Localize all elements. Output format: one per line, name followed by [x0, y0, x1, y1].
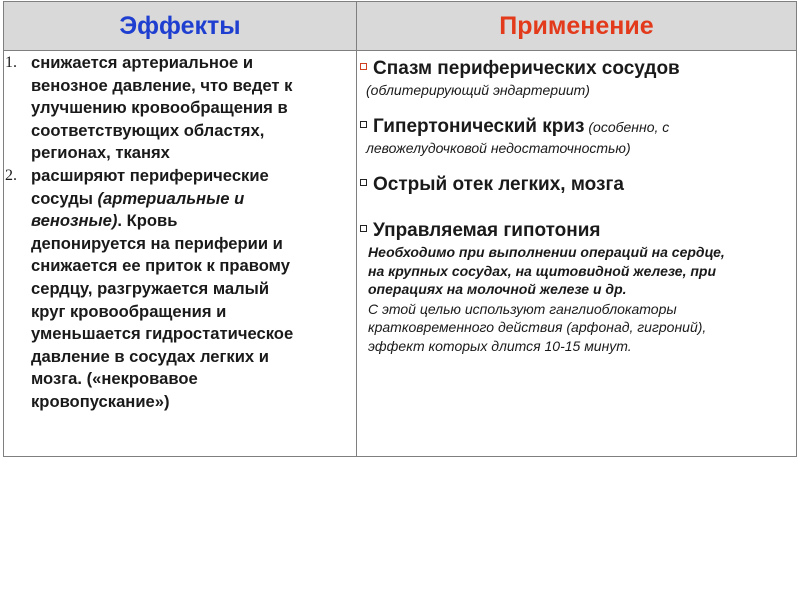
effect-number: 1. — [5, 54, 17, 71]
effect-italic-note: (артериальные и венозные) — [31, 188, 245, 231]
effects-column-header: Эффекты — [4, 2, 356, 50]
application-note: (облитерирующий эндартериит) — [366, 82, 590, 98]
effect-item-2 — [4, 165, 354, 414]
square-bullet-icon — [360, 179, 367, 186]
effects-application-table — [3, 1, 797, 457]
applications-column-header: Применение — [357, 2, 796, 50]
effect-text — [31, 165, 354, 414]
effects-cell — [4, 52, 354, 414]
square-bullet-icon — [360, 121, 367, 128]
application-title: Управляемая гипотония — [373, 220, 601, 241]
application-title: Острый отек легких, мозга — [373, 174, 624, 195]
effect-text-part: расширяют периферические сосуды — [31, 165, 269, 208]
square-bullet-icon — [360, 225, 367, 232]
applications-cell — [360, 52, 794, 356]
effect-text: снижается артериальное и венозное давление, что ведет к улучшению кровообращения в соответствующих областях, регионах, тканях — [31, 53, 293, 163]
effect-item-1 — [4, 52, 354, 165]
effect-number: 2. — [5, 166, 17, 184]
application-note: левожелудочковой недостаточностью) — [366, 140, 631, 156]
application-note: С этой целью используют ганглиоблокаторы кратковременного действия (арфонад, гигроний), эффект которых длится 10-15 минут. — [368, 300, 707, 354]
application-item-2 — [360, 116, 794, 156]
effect-text-part: . Кровь депонируется на периферии и снижается ее приток к правому сердцу, разгружается малый круг кровообращения и уменьшается гидростатическое давление в сосудах легких и мозга. («некровавое кровопускание») — [31, 211, 294, 411]
application-title: Спазм периферических сосудов — [373, 58, 680, 79]
column-divider — [356, 2, 357, 456]
application-item-3 — [360, 174, 794, 196]
application-note-inline: (особенно, с — [584, 119, 670, 135]
application-bold-note: Необходимо при выполнении операций на сердце, на крупных сосудах, на щитовидной железе, при операциях на молочной железе и др. — [368, 244, 725, 298]
application-item-4 — [360, 220, 794, 356]
square-bullet-icon — [360, 63, 367, 70]
header-divider — [4, 50, 796, 51]
application-title: Гипертонический криз — [373, 116, 585, 137]
application-item-1 — [360, 58, 794, 98]
